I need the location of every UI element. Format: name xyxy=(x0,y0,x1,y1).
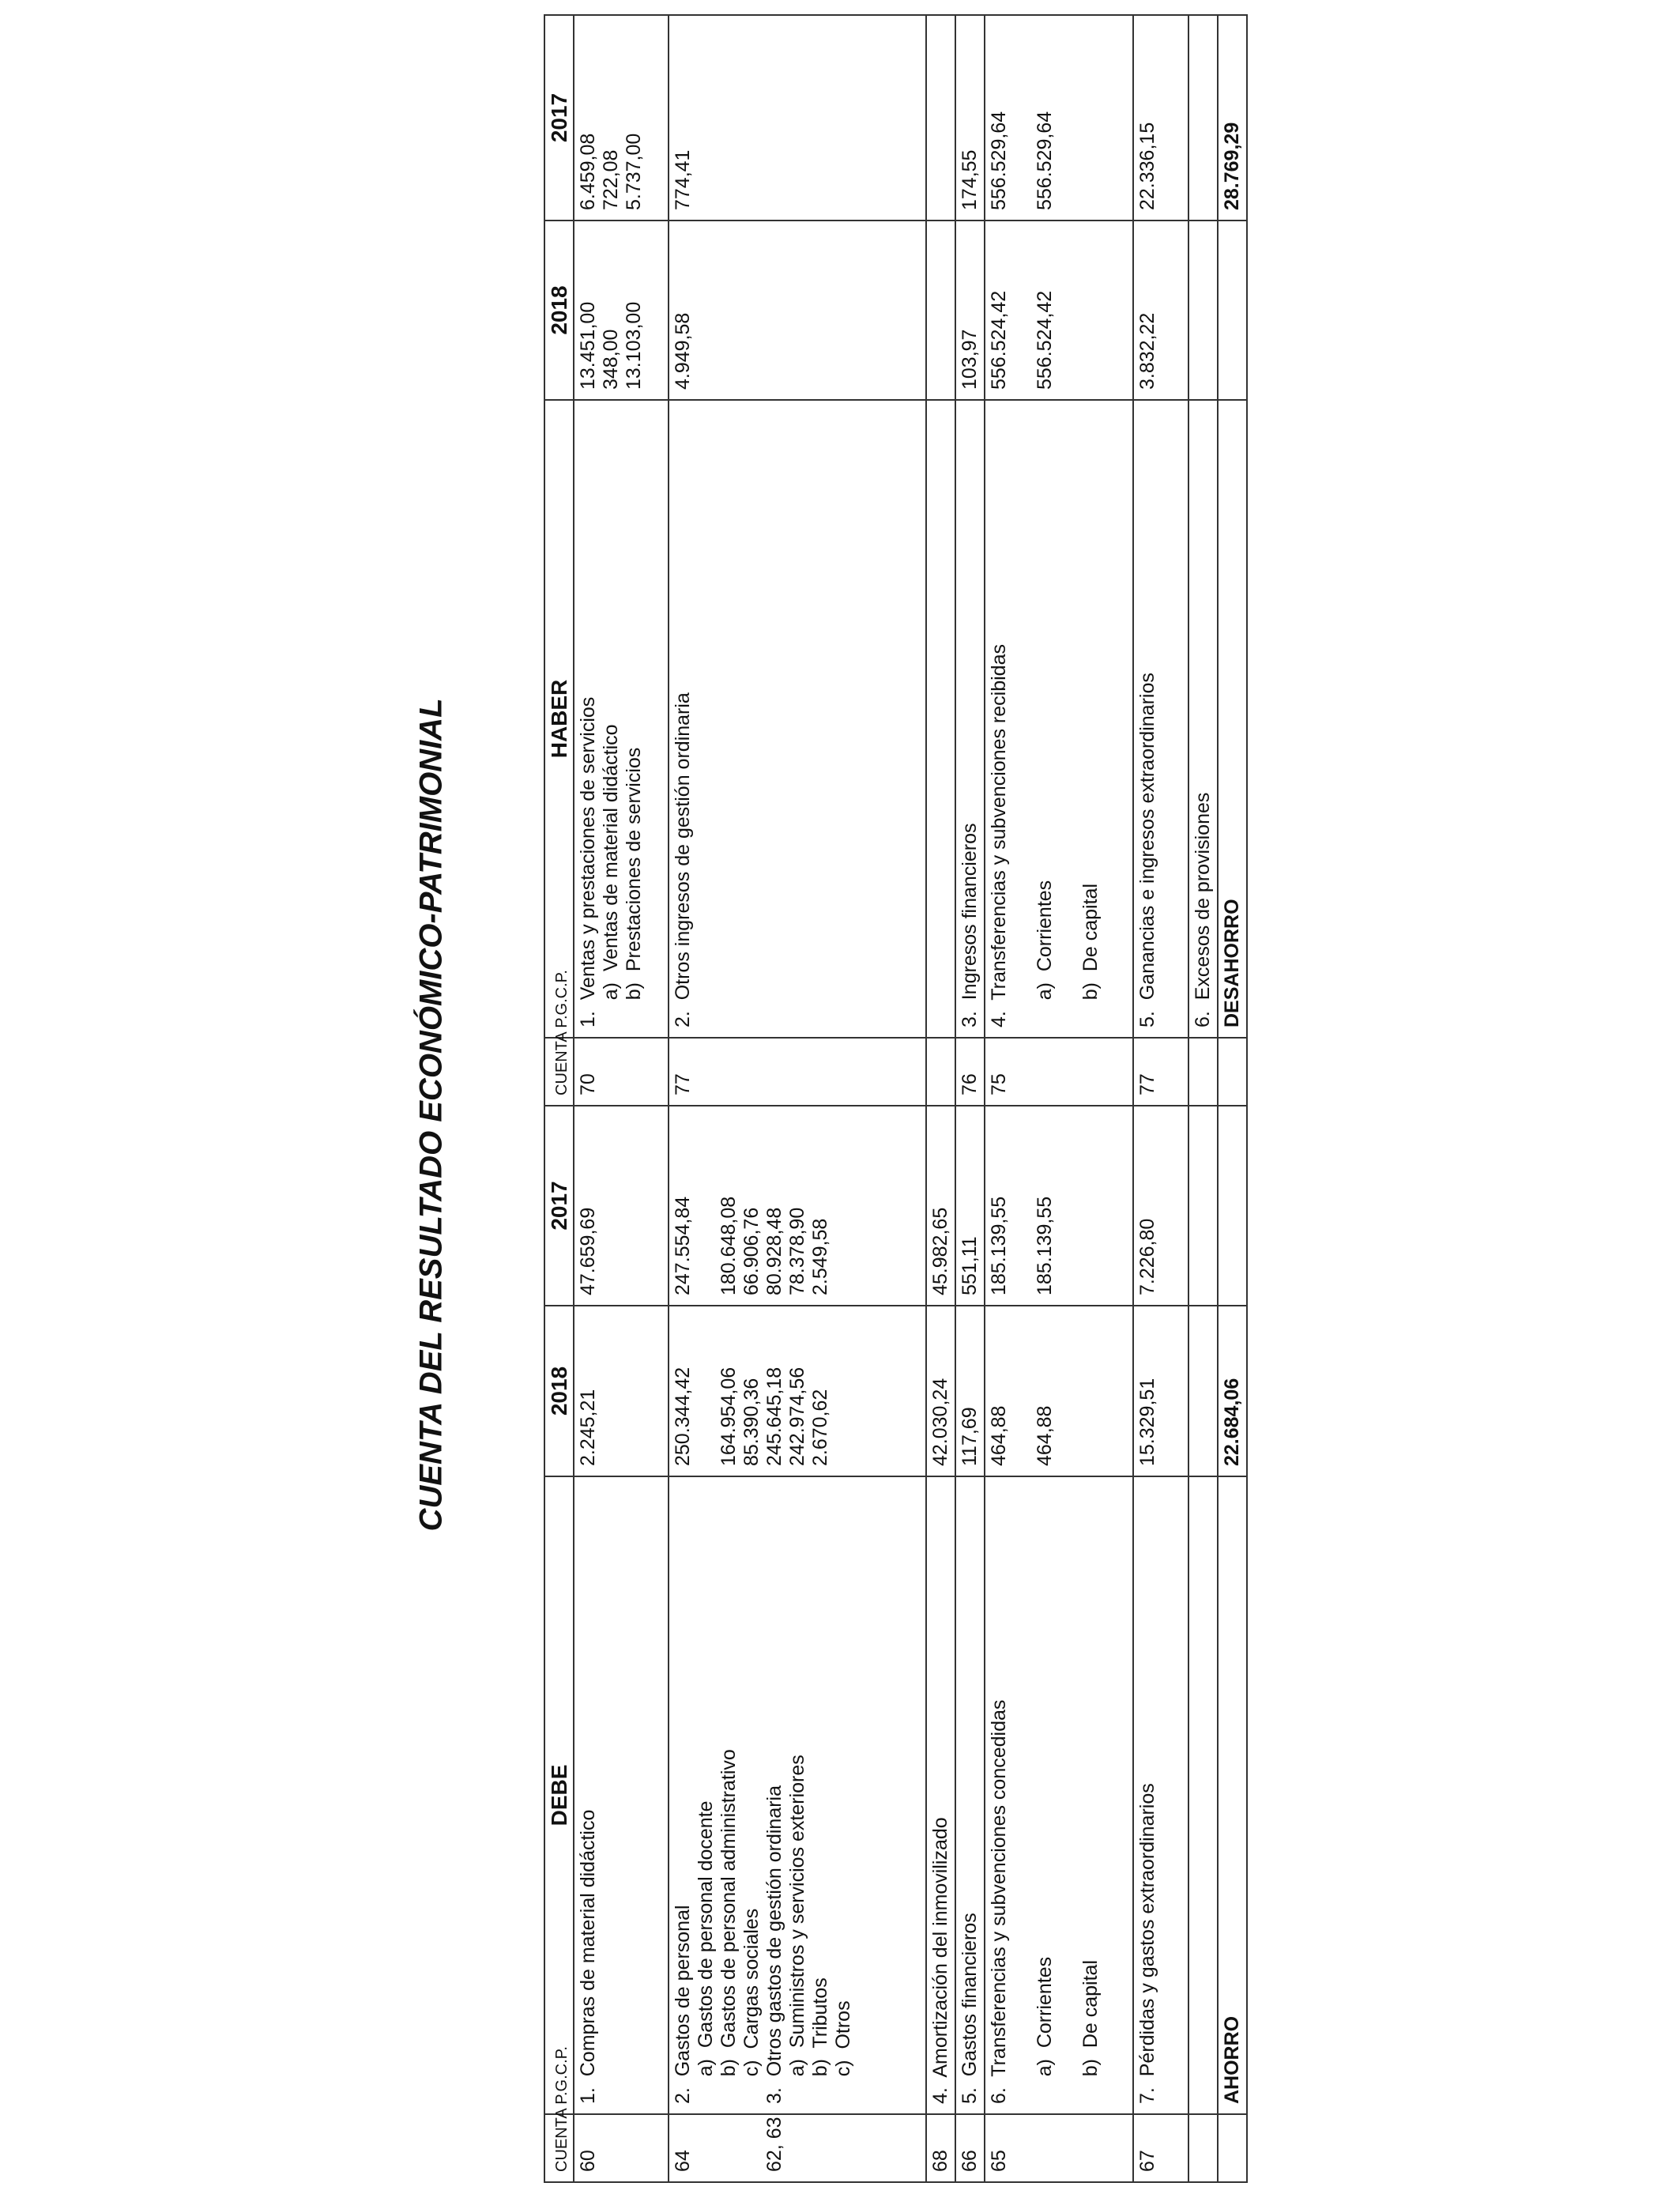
cell-line: 67 xyxy=(1136,2150,1158,2172)
cell-line xyxy=(740,2124,763,2172)
ahorro-label: AHORRO xyxy=(1218,1476,1247,2114)
cell-line: 556.524,42 xyxy=(988,290,1010,390)
cell-line: b) De capital xyxy=(1079,1959,1102,2104)
debe-2017-cell xyxy=(574,1106,669,1306)
cell-line: 164.954,06 xyxy=(718,1367,740,1466)
cell-line: 117,69 xyxy=(959,1407,981,1466)
cell-line: 47.659,69 xyxy=(577,1207,599,1295)
table-row xyxy=(926,15,955,2182)
debe-cuenta-cell xyxy=(926,2114,955,2182)
debe-2018-cell xyxy=(985,1306,1133,1476)
cell-line: b) De capital xyxy=(1079,883,1102,1027)
cell-line: 62, 63 xyxy=(763,2117,785,2172)
cell-line xyxy=(929,1048,952,1095)
cell-line: a) Suministros y servicios exteriores xyxy=(786,1755,808,2104)
haber-header: HABER xyxy=(544,400,574,1038)
haber-2017-header: 2017 xyxy=(544,15,574,221)
haber-2018-cell xyxy=(669,221,926,400)
debe-2018-cell xyxy=(574,1306,669,1476)
cell-line xyxy=(1192,231,1215,390)
cell-line: 5. Gastos financieros xyxy=(959,1913,981,2104)
statement-table-rotated xyxy=(544,16,1285,2183)
cell-line: 78.378,90 xyxy=(786,1207,808,1295)
cell-line: 22.336,15 xyxy=(1136,122,1158,210)
cell-line: 348,00 xyxy=(600,329,622,390)
cell-line xyxy=(1192,2124,1215,2172)
cell-line: b) Prestaciones de servicios xyxy=(623,747,645,1027)
cell-line: 722,08 xyxy=(600,149,622,210)
cell-line: 185.139,55 xyxy=(1034,1196,1056,1295)
debe-concept-cell xyxy=(1188,1476,1218,2114)
cell-line: 2. Otros ingresos de gestión ordinaria xyxy=(672,692,694,1027)
haber-2018-cell xyxy=(1133,221,1188,400)
haber-cuenta-cell xyxy=(1218,1038,1247,1106)
haber-concept-cell xyxy=(926,400,955,1038)
haber-2017-cell xyxy=(574,15,669,221)
haber-concept-cell xyxy=(955,400,985,1038)
debe-2018-cell xyxy=(955,1306,985,1476)
statement-table xyxy=(544,14,1248,2183)
cell-line: 242.974,56 xyxy=(786,1367,808,1466)
table-row xyxy=(955,15,985,2182)
debe-2017-cell xyxy=(1133,1106,1188,1306)
header-row xyxy=(544,15,574,2182)
debe-2017-cell xyxy=(985,1106,1133,1306)
cell-line: 85.390,36 xyxy=(740,1378,763,1466)
cell-line xyxy=(1192,25,1215,210)
debe-2017-cell xyxy=(926,1106,955,1306)
cell-line xyxy=(1192,1316,1215,1466)
cell-line: 464,88 xyxy=(1034,1405,1056,1466)
haber-cuenta-header: CUENTA P.G.C.P. xyxy=(544,1038,574,1106)
cell-line: 80.928,48 xyxy=(763,1207,785,1295)
cell-line xyxy=(1011,1316,1034,1466)
ahorro-2018: 22.684,06 xyxy=(1218,1306,1247,1476)
cell-line: 6. Excesos de provisiones xyxy=(1192,792,1214,1027)
cell-line: 185.139,55 xyxy=(988,1196,1010,1295)
cell-line: 7.226,80 xyxy=(1136,1218,1158,1295)
cell-line xyxy=(1192,1048,1215,1095)
debe-cuenta-header: CUENTA P.G.C.P. xyxy=(544,2114,574,2182)
debe-2018-cell xyxy=(1133,1306,1188,1476)
debe-2017-cell xyxy=(669,1106,926,1306)
cell-line xyxy=(1011,25,1034,210)
page-title: CUENTA DEL RESULTADO ECONÓMICO-PATRIMONIAL xyxy=(413,698,449,1532)
cell-line: 5.737,00 xyxy=(623,133,645,210)
debe-header: DEBE xyxy=(544,1476,574,2114)
cell-line: b) Gastos de personal administrativo xyxy=(718,1749,740,2104)
debe-2017-header: 2017 xyxy=(544,1106,574,1306)
cell-line xyxy=(695,2124,718,2172)
cell-line: 1. Compras de material didáctico xyxy=(577,1809,599,2104)
debe-2018-cell xyxy=(1188,1306,1218,1476)
desahorro-2017: 28.769,29 xyxy=(1218,15,1247,221)
cell-line: 2.245,21 xyxy=(577,1389,599,1466)
debe-concept-cell xyxy=(574,1476,669,2114)
haber-2017-cell xyxy=(926,15,955,221)
cell-line: 13.451,00 xyxy=(577,301,599,390)
cell-line xyxy=(1011,1116,1034,1295)
haber-cuenta-cell xyxy=(955,1038,985,1106)
cell-line xyxy=(1011,410,1034,1027)
debe-2018-cell xyxy=(926,1306,955,1476)
cell-line: 2. Gastos de personal xyxy=(672,1905,694,2104)
cell-line: 60 xyxy=(577,2150,599,2172)
haber-concept-cell xyxy=(1188,400,1218,1038)
cell-line: 464,88 xyxy=(988,1405,1010,1466)
table-row xyxy=(985,15,1133,2182)
haber-concept-cell xyxy=(1133,400,1188,1038)
cell-line xyxy=(1192,1487,1215,2104)
debe-concept-cell xyxy=(955,1476,985,2114)
haber-2017-cell xyxy=(669,15,926,221)
cell-line: 3. Ingresos financieros xyxy=(959,823,981,1027)
haber-cuenta-cell xyxy=(669,1038,926,1106)
cell-line: 556.524,42 xyxy=(1034,290,1056,390)
haber-cuenta-cell xyxy=(1133,1038,1188,1106)
cell-line: 247.554,84 xyxy=(672,1196,694,1295)
cell-line: 1. Ventas y prestaciones de servicios xyxy=(577,696,599,1027)
cell-line xyxy=(929,231,952,390)
cell-line: 2.670,62 xyxy=(809,1389,831,1466)
cell-line: 245.645,18 xyxy=(763,1367,785,1466)
desahorro-2018 xyxy=(1218,221,1247,400)
cell-line: 2.549,58 xyxy=(809,1218,831,1295)
cell-line: 551,11 xyxy=(959,1236,981,1295)
debe-cuenta-cell xyxy=(1218,2114,1247,2182)
desahorro-label: DESAHORRO xyxy=(1218,400,1247,1038)
cell-line: 3.832,22 xyxy=(1136,312,1158,390)
cell-line xyxy=(1192,1116,1215,1295)
cell-line xyxy=(929,410,952,1027)
debe-concept-cell xyxy=(1133,1476,1188,2114)
cell-line: 76 xyxy=(959,1073,981,1095)
cell-line: a) Ventas de material didáctico xyxy=(600,724,622,1027)
cell-line: a) Gastos de personal docente xyxy=(695,1800,717,2104)
haber-2017-cell xyxy=(955,15,985,221)
debe-cuenta-cell xyxy=(669,2114,926,2182)
haber-2017-cell xyxy=(1188,15,1218,221)
cell-line: 250.344,42 xyxy=(672,1367,694,1466)
cell-line: 77 xyxy=(672,1073,694,1095)
cell-line: 174,55 xyxy=(959,149,981,210)
cell-line: 4. Transferencias y subvenciones recibidas xyxy=(988,644,1010,1027)
cell-line: a) Corrientes xyxy=(1034,880,1056,1027)
cell-line xyxy=(695,1316,718,1466)
haber-2018-cell xyxy=(985,221,1133,400)
haber-2018-cell xyxy=(1188,221,1218,400)
cell-line: 15.329,51 xyxy=(1136,1378,1158,1466)
cell-line xyxy=(1057,1487,1079,2104)
debe-2018-header: 2018 xyxy=(544,1306,574,1476)
haber-2018-cell xyxy=(955,221,985,400)
cell-line xyxy=(929,25,952,210)
haber-concept-cell xyxy=(574,400,669,1038)
debe-concept-cell xyxy=(926,1476,955,2114)
haber-2018-cell xyxy=(926,221,955,400)
cell-line xyxy=(718,2124,740,2172)
debe-2018-cell xyxy=(669,1306,926,1476)
cell-line: 774,41 xyxy=(672,149,694,210)
debe-2017-cell xyxy=(1188,1106,1218,1306)
haber-2017-cell xyxy=(985,15,1133,221)
debe-cuenta-cell xyxy=(574,2114,669,2182)
haber-cuenta-cell xyxy=(574,1038,669,1106)
haber-concept-cell xyxy=(985,400,1133,1038)
debe-cuenta-cell xyxy=(955,2114,985,2182)
debe-cuenta-cell xyxy=(985,2114,1133,2182)
haber-concept-cell xyxy=(669,400,926,1038)
cell-line: c) Cargas sociales xyxy=(740,1908,763,2104)
cell-line: 64 xyxy=(672,2150,694,2172)
cell-line xyxy=(1057,410,1079,1027)
cell-line: c) Otros xyxy=(832,2000,854,2104)
ahorro-2017 xyxy=(1218,1106,1247,1306)
cell-line: 66 xyxy=(959,2150,981,2172)
cell-line: 6.459,08 xyxy=(577,133,599,210)
cell-line: 68 xyxy=(929,2150,951,2172)
cell-line: 13.103,00 xyxy=(623,301,645,390)
cell-line: 5. Ganancias e ingresos extraordinarios xyxy=(1136,673,1158,1027)
cell-line: 3. Otros gastos de gestión ordinaria xyxy=(763,1785,785,2104)
cell-line: 70 xyxy=(577,1073,599,1095)
cell-line: 4. Amortización del inmovilizado xyxy=(929,1817,951,2104)
cell-line: 65 xyxy=(988,2150,1010,2172)
cell-line: 556.529,64 xyxy=(1034,111,1056,210)
haber-cuenta-cell xyxy=(985,1038,1133,1106)
table-row xyxy=(669,15,926,2182)
cell-line: b) Tributos xyxy=(809,1977,831,2104)
cell-line xyxy=(1011,1487,1034,2104)
debe-concept-cell xyxy=(669,1476,926,2114)
cell-line xyxy=(1011,231,1034,390)
debe-cuenta-cell xyxy=(1133,2114,1188,2182)
cell-line: 7. Pérdidas y gastos extraordinarios xyxy=(1136,1783,1158,2104)
debe-cuenta-cell xyxy=(1188,2114,1218,2182)
cell-line: 103,97 xyxy=(959,329,981,390)
haber-cuenta-cell xyxy=(1188,1038,1218,1106)
cell-line: 42.030,24 xyxy=(929,1378,951,1466)
cell-line: a) Corrientes xyxy=(1034,1956,1056,2104)
cell-line: 77 xyxy=(1136,1073,1158,1095)
cell-line: 180.648,08 xyxy=(718,1196,740,1295)
cell-line: 556.529,64 xyxy=(988,111,1010,210)
debe-2017-cell xyxy=(955,1106,985,1306)
cell-line: 75 xyxy=(988,1073,1010,1095)
table-row xyxy=(1133,15,1188,2182)
haber-cuenta-cell xyxy=(926,1038,955,1106)
cell-line xyxy=(695,1116,718,1295)
haber-2018-header: 2018 xyxy=(544,221,574,400)
haber-2018-cell xyxy=(574,221,669,400)
table-row xyxy=(1188,15,1218,2182)
cell-line: 6. Transferencias y subvenciones concedidas xyxy=(988,1699,1010,2104)
totals-row xyxy=(1218,15,1247,2182)
cell-line: 45.982,65 xyxy=(929,1207,951,1295)
table-row xyxy=(574,15,669,2182)
cell-line: 66.906,76 xyxy=(740,1207,763,1295)
haber-2017-cell xyxy=(1133,15,1188,221)
debe-concept-cell xyxy=(985,1476,1133,2114)
cell-line: 4.949,58 xyxy=(672,312,694,390)
